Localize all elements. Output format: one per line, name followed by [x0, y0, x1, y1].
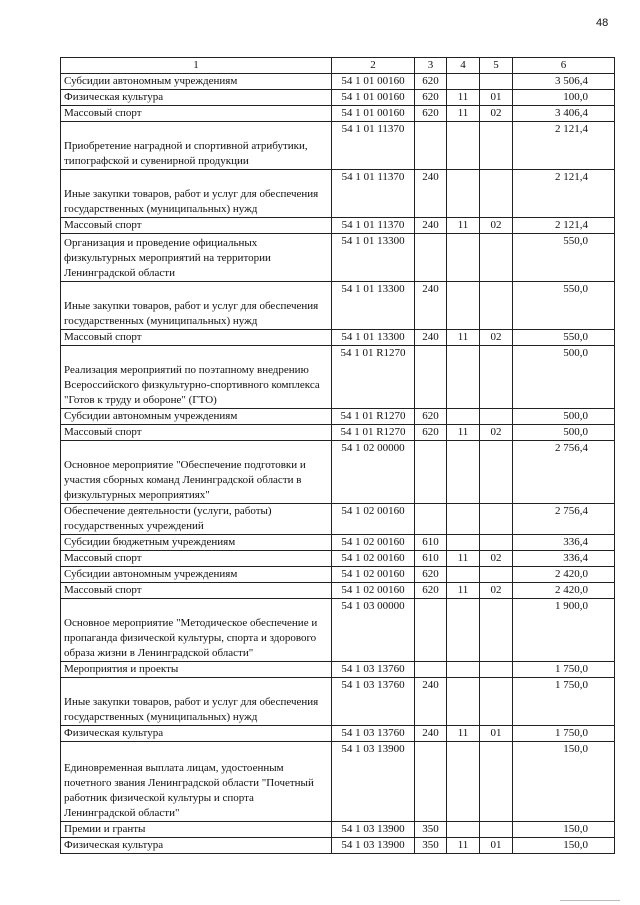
row-name: Реализация мероприятий по поэтапному внедрению Всероссийского физкультурно-спортивного комплекса "Готов к труду и обороне" (ГТО): [61, 346, 332, 409]
row-name: Премии и гранты: [61, 822, 332, 838]
row-amount: 1 900,0: [513, 599, 615, 662]
table-row: [61, 218, 615, 234]
table-row: [61, 583, 615, 599]
row-name: Обеспечение деятельности (услуги, работы) государственных учреждений: [61, 504, 332, 535]
column-header-1: 1: [61, 58, 332, 74]
row-col5: 01: [480, 838, 513, 854]
row-col3: [415, 662, 447, 678]
column-header-2: 2: [332, 58, 415, 74]
row-col4: 11: [447, 425, 480, 441]
row-code: 54 1 01 R1270: [332, 346, 415, 409]
row-name: Физическая культура: [61, 726, 332, 742]
row-name: Физическая культура: [61, 90, 332, 106]
row-col5: [480, 504, 513, 535]
row-col3: 240: [415, 218, 447, 234]
row-amount: 336,4: [513, 551, 615, 567]
table-row: [61, 330, 615, 346]
row-code: 54 1 03 13900: [332, 822, 415, 838]
row-col3: [415, 346, 447, 409]
row-name: Иные закупки товаров, работ и услуг для обеспечения государственных (муниципальных) нужд: [61, 282, 332, 330]
row-amount: 150,0: [513, 822, 615, 838]
table-row: [61, 282, 615, 330]
row-name: Субсидии бюджетным учреждениям: [61, 535, 332, 551]
table-row: [61, 535, 615, 551]
table-row: [61, 409, 615, 425]
table-row: [61, 425, 615, 441]
row-col4: [447, 742, 480, 822]
table-row: [61, 90, 615, 106]
row-name: Основное мероприятие "Методическое обеспечение и пропаганда физической культуры, спорта и здорового образа жизни в Ленинградской области": [61, 599, 332, 662]
row-amount: 500,0: [513, 409, 615, 425]
table-row: [61, 662, 615, 678]
row-amount: 500,0: [513, 346, 615, 409]
row-col3: 620: [415, 425, 447, 441]
row-col3: [415, 504, 447, 535]
row-name: Массовый спорт: [61, 551, 332, 567]
table-row: [61, 599, 615, 662]
row-col3: [415, 441, 447, 504]
row-col5: 02: [480, 425, 513, 441]
row-col3: [415, 599, 447, 662]
row-name: Массовый спорт: [61, 425, 332, 441]
row-col3: 350: [415, 838, 447, 854]
row-amount: 550,0: [513, 234, 615, 282]
table-row: [61, 822, 615, 838]
row-name: Основное мероприятие "Обеспечение подготовки и участия сборных команд Ленинградской области в физкультурных мероприятиях": [61, 441, 332, 504]
row-code: 54 1 03 13760: [332, 678, 415, 726]
column-header-3: 3: [415, 58, 447, 74]
row-code: 54 1 01 00160: [332, 74, 415, 90]
row-col4: 11: [447, 838, 480, 854]
row-col4: 11: [447, 583, 480, 599]
row-col5: [480, 662, 513, 678]
row-col3: 620: [415, 567, 447, 583]
row-col5: 02: [480, 106, 513, 122]
row-code: 54 1 03 00000: [332, 599, 415, 662]
row-amount: 2 121,4: [513, 170, 615, 218]
row-col4: [447, 441, 480, 504]
table-row: [61, 551, 615, 567]
row-col4: 11: [447, 726, 480, 742]
table-row: [61, 106, 615, 122]
row-code: 54 1 01 R1270: [332, 425, 415, 441]
row-name: Массовый спорт: [61, 330, 332, 346]
row-col5: [480, 122, 513, 170]
row-col3: 620: [415, 106, 447, 122]
row-col3: 620: [415, 74, 447, 90]
row-col4: 11: [447, 218, 480, 234]
row-col3: 610: [415, 535, 447, 551]
table-row: [61, 726, 615, 742]
row-amount: 2 121,4: [513, 122, 615, 170]
row-col3: 240: [415, 170, 447, 218]
table-row: [61, 74, 615, 90]
row-amount: 550,0: [513, 330, 615, 346]
row-col3: 620: [415, 90, 447, 106]
row-code: 54 1 03 13900: [332, 742, 415, 822]
row-code: 54 1 01 13300: [332, 282, 415, 330]
row-col4: [447, 170, 480, 218]
row-code: 54 1 02 00160: [332, 567, 415, 583]
row-col3: 620: [415, 583, 447, 599]
page-number: 48: [596, 17, 609, 29]
column-header-6: 6: [513, 58, 615, 74]
row-amount: 3 506,4: [513, 74, 615, 90]
row-name: Единовременная выплата лицам, удостоенным почетного звания Ленинградской области "Почетный работник физической культуры и спорта Ленинградской области": [61, 742, 332, 822]
row-name: Субсидии автономным учреждениям: [61, 409, 332, 425]
row-col3: 240: [415, 282, 447, 330]
row-amount: 1 750,0: [513, 662, 615, 678]
row-col3: [415, 234, 447, 282]
row-name: Массовый спорт: [61, 583, 332, 599]
table-row: [61, 346, 615, 409]
row-amount: 150,0: [513, 742, 615, 822]
row-col5: [480, 441, 513, 504]
row-col3: 620: [415, 409, 447, 425]
row-col4: 11: [447, 551, 480, 567]
row-amount: 2 420,0: [513, 567, 615, 583]
row-code: 54 1 01 11370: [332, 170, 415, 218]
row-col4: [447, 74, 480, 90]
row-col4: 11: [447, 330, 480, 346]
scan-artifact-line: [560, 900, 620, 901]
row-code: 54 1 01 00160: [332, 90, 415, 106]
row-code: 54 1 01 13300: [332, 234, 415, 282]
row-amount: 3 406,4: [513, 106, 615, 122]
row-amount: 1 750,0: [513, 726, 615, 742]
budget-table: [60, 57, 615, 854]
row-code: 54 1 02 00000: [332, 441, 415, 504]
row-col4: [447, 662, 480, 678]
row-code: 54 1 02 00160: [332, 535, 415, 551]
row-amount: 1 750,0: [513, 678, 615, 726]
row-col4: [447, 822, 480, 838]
row-col4: [447, 504, 480, 535]
row-name: Субсидии автономным учреждениям: [61, 74, 332, 90]
row-col3: 240: [415, 678, 447, 726]
row-col5: [480, 822, 513, 838]
table-row: [61, 441, 615, 504]
row-col5: 02: [480, 551, 513, 567]
table-row: [61, 234, 615, 282]
table-row: [61, 567, 615, 583]
row-col4: [447, 122, 480, 170]
table-header-row: [61, 58, 615, 74]
row-col5: [480, 282, 513, 330]
row-col5: 02: [480, 330, 513, 346]
row-col4: [447, 282, 480, 330]
row-col4: [447, 535, 480, 551]
row-code: 54 1 01 00160: [332, 106, 415, 122]
row-code: 54 1 01 11370: [332, 218, 415, 234]
row-amount: 550,0: [513, 282, 615, 330]
row-col5: 02: [480, 583, 513, 599]
row-amount: 2 756,4: [513, 441, 615, 504]
row-amount: 500,0: [513, 425, 615, 441]
row-col5: [480, 346, 513, 409]
table-row: [61, 678, 615, 726]
row-name: Субсидии автономным учреждениям: [61, 567, 332, 583]
row-code: 54 1 02 00160: [332, 583, 415, 599]
row-col3: 610: [415, 551, 447, 567]
row-amount: 2 756,4: [513, 504, 615, 535]
column-header-5: 5: [480, 58, 513, 74]
table-row: [61, 504, 615, 535]
row-col3: 350: [415, 822, 447, 838]
row-col5: [480, 74, 513, 90]
row-amount: 2 420,0: [513, 583, 615, 599]
row-code: 54 1 02 00160: [332, 504, 415, 535]
row-col3: [415, 122, 447, 170]
row-col4: [447, 567, 480, 583]
row-col5: 01: [480, 726, 513, 742]
row-amount: 2 121,4: [513, 218, 615, 234]
row-name: Иные закупки товаров, работ и услуг для обеспечения государственных (муниципальных) нужд: [61, 678, 332, 726]
table-row: [61, 122, 615, 170]
table-row: [61, 838, 615, 854]
row-name: Иные закупки товаров, работ и услуг для обеспечения государственных (муниципальных) нужд: [61, 170, 332, 218]
row-col5: [480, 170, 513, 218]
row-col5: [480, 535, 513, 551]
row-code: 54 1 01 11370: [332, 122, 415, 170]
row-name: Физическая культура: [61, 838, 332, 854]
row-name: Приобретение наградной и спортивной атрибутики, типографской и сувенирной продукции: [61, 122, 332, 170]
row-col5: 01: [480, 90, 513, 106]
row-col4: [447, 234, 480, 282]
row-code: 54 1 02 00160: [332, 551, 415, 567]
row-col3: 240: [415, 726, 447, 742]
row-amount: 336,4: [513, 535, 615, 551]
row-name: Организация и проведение официальных физкультурных мероприятий на территории Ленинградской области: [61, 234, 332, 282]
row-col5: [480, 234, 513, 282]
row-code: 54 1 03 13760: [332, 726, 415, 742]
row-code: 54 1 01 R1270: [332, 409, 415, 425]
row-col3: 240: [415, 330, 447, 346]
row-col5: [480, 742, 513, 822]
row-col4: [447, 678, 480, 726]
row-col5: 02: [480, 218, 513, 234]
row-col4: 11: [447, 90, 480, 106]
row-name: Массовый спорт: [61, 106, 332, 122]
table-row: [61, 742, 615, 822]
row-col4: 11: [447, 106, 480, 122]
row-col4: [447, 409, 480, 425]
row-col5: [480, 678, 513, 726]
row-col5: [480, 409, 513, 425]
row-col4: [447, 599, 480, 662]
row-amount: 100,0: [513, 90, 615, 106]
row-amount: 150,0: [513, 838, 615, 854]
table-row: [61, 170, 615, 218]
row-col5: [480, 567, 513, 583]
row-col5: [480, 599, 513, 662]
row-name: Массовый спорт: [61, 218, 332, 234]
row-code: 54 1 01 13300: [332, 330, 415, 346]
row-col3: [415, 742, 447, 822]
row-col4: [447, 346, 480, 409]
row-name: Мероприятия и проекты: [61, 662, 332, 678]
row-code: 54 1 03 13760: [332, 662, 415, 678]
row-code: 54 1 03 13900: [332, 838, 415, 854]
column-header-4: 4: [447, 58, 480, 74]
